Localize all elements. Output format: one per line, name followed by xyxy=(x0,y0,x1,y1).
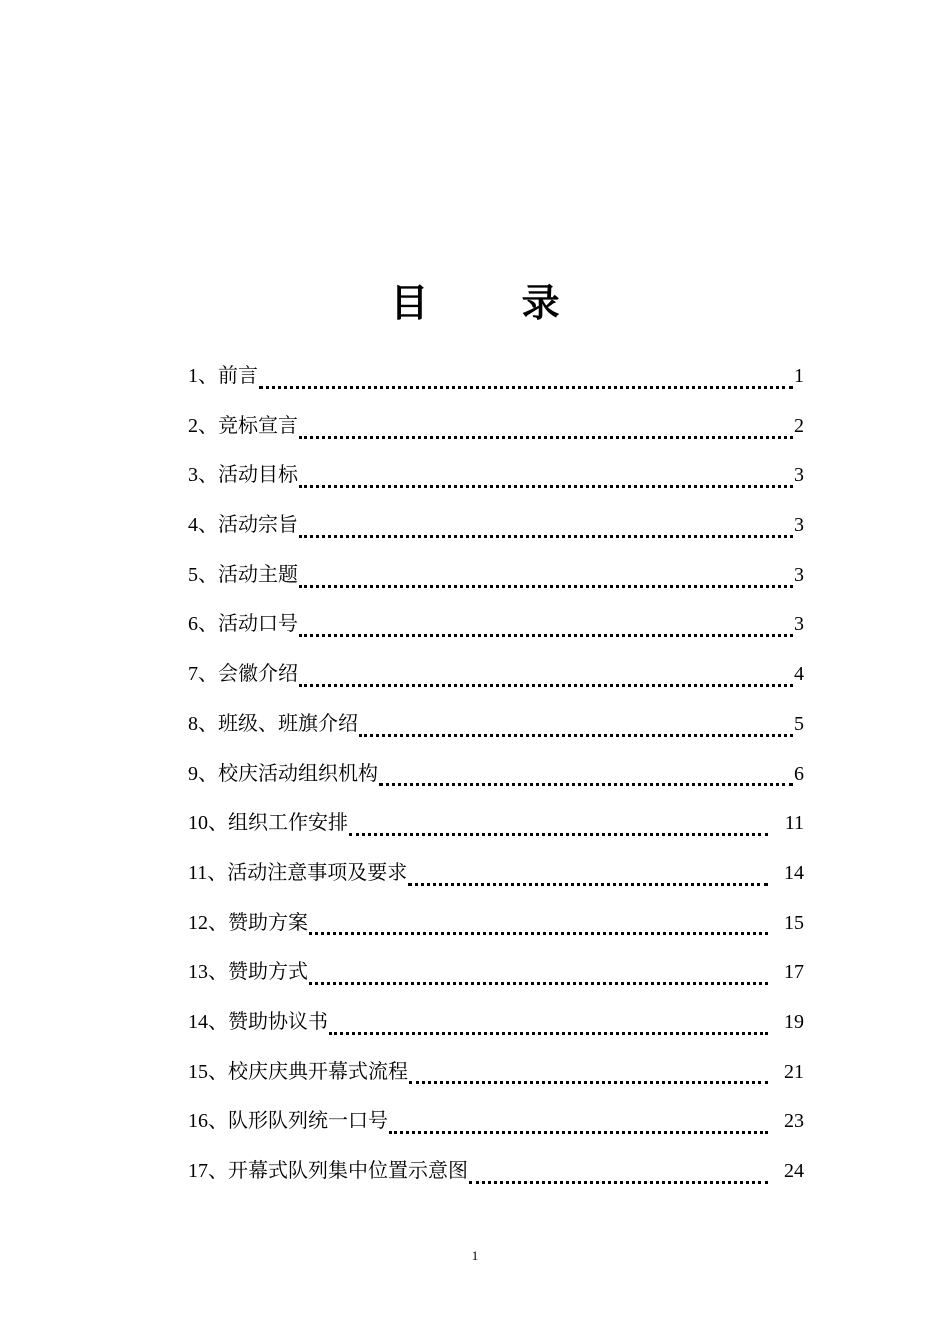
toc-entry[interactable] xyxy=(188,1004,804,1054)
toc-entry-page: 3 xyxy=(794,464,804,487)
toc-entry-label: 活动目标 xyxy=(218,462,298,487)
toc-entry-label: 班级、班旗介绍 xyxy=(218,710,358,735)
toc-entry[interactable] xyxy=(188,358,804,408)
toc-entry-number: 12、 xyxy=(188,911,228,934)
toc-entry-page: 14 xyxy=(784,861,804,884)
dot-leader xyxy=(409,1068,768,1088)
toc-entry-number: 3、 xyxy=(188,464,218,487)
toc-entry-label: 活动注意事项及要求 xyxy=(227,859,408,884)
toc-entry-number: 16、 xyxy=(188,1110,228,1133)
table-of-contents xyxy=(188,358,804,1203)
page-title: 目 录 xyxy=(390,281,600,325)
dot-leader xyxy=(299,671,793,691)
dot-leader xyxy=(309,919,768,939)
toc-entry-number: 9、 xyxy=(188,762,218,785)
dot-leader xyxy=(408,870,768,890)
dot-leader xyxy=(379,770,793,790)
toc-entry-page: 23 xyxy=(784,1110,804,1133)
toc-entry[interactable] xyxy=(188,656,804,706)
toc-entry[interactable] xyxy=(188,408,804,458)
toc-entry[interactable] xyxy=(188,1153,804,1203)
toc-entry-page: 24 xyxy=(784,1160,804,1182)
toc-entry-label: 赞助协议书 xyxy=(228,1008,328,1033)
footer-page-number: 1 xyxy=(471,1248,479,1263)
toc-entry-page: 6 xyxy=(794,762,804,785)
toc-entry-label: 活动主题 xyxy=(218,561,298,586)
toc-entry[interactable] xyxy=(188,1103,804,1153)
toc-entry-page: 19 xyxy=(784,1010,804,1033)
toc-entry-number: 13、 xyxy=(188,961,228,984)
toc-entry[interactable] xyxy=(188,954,804,1004)
toc-entry-label: 赞助方式 xyxy=(228,959,308,984)
toc-entry-page: 11 xyxy=(784,812,804,835)
toc-entry-label: 活动口号 xyxy=(218,611,298,636)
toc-entry[interactable] xyxy=(188,905,804,955)
toc-entry-page: 21 xyxy=(784,1060,804,1083)
dot-leader xyxy=(299,522,793,542)
toc-entry-label: 校庆庆典开幕式流程 xyxy=(228,1058,408,1083)
dot-leader xyxy=(359,721,793,741)
toc-entry-label: 校庆活动组织机构 xyxy=(218,760,378,785)
dot-leader xyxy=(349,820,768,840)
toc-entry-number: 4、 xyxy=(188,514,218,537)
toc-entry[interactable] xyxy=(188,706,804,756)
dot-leader xyxy=(299,472,793,492)
toc-entry-number: 6、 xyxy=(188,613,218,636)
toc-entry-page: 2 xyxy=(794,414,804,437)
toc-entry-label: 竞标宣言 xyxy=(218,412,298,437)
toc-entry-page: 4 xyxy=(794,663,804,686)
toc-entry[interactable] xyxy=(188,805,804,855)
toc-entry-number: 2、 xyxy=(188,414,218,437)
toc-entry-number: 10、 xyxy=(188,812,228,835)
toc-entry[interactable] xyxy=(188,606,804,656)
dot-leader xyxy=(389,1118,768,1138)
toc-entry-page: 3 xyxy=(794,563,804,586)
toc-entry-page: 3 xyxy=(794,514,804,537)
dot-leader xyxy=(469,1168,768,1188)
toc-entry[interactable] xyxy=(188,855,804,905)
toc-entry-label: 组织工作安排 xyxy=(228,810,348,835)
toc-entry-number: 7、 xyxy=(188,663,218,686)
toc-entry-number: 15、 xyxy=(188,1060,228,1083)
toc-entry[interactable] xyxy=(188,557,804,607)
toc-entry-number: 11、 xyxy=(188,861,228,884)
toc-entry-number: 1、 xyxy=(188,365,218,387)
toc-entry-page: 1 xyxy=(794,365,804,387)
toc-entry-label: 活动宗旨 xyxy=(218,512,298,537)
toc-entry-number: 14、 xyxy=(188,1010,228,1033)
dot-leader xyxy=(299,423,793,443)
toc-entry[interactable] xyxy=(188,507,804,557)
dot-leader xyxy=(259,373,793,393)
toc-entry-number: 8、 xyxy=(188,712,218,735)
toc-entry-label: 前言 xyxy=(218,363,258,387)
dot-leader xyxy=(309,969,768,989)
toc-entry-label: 赞助方案 xyxy=(228,909,308,934)
toc-entry-page: 15 xyxy=(784,911,804,934)
toc-entry-page: 17 xyxy=(784,961,804,984)
toc-entry-number: 17、 xyxy=(188,1160,228,1182)
toc-entry[interactable] xyxy=(188,457,804,507)
toc-entry-page: 3 xyxy=(794,613,804,636)
toc-entry-number: 5、 xyxy=(188,563,218,586)
dot-leader xyxy=(299,572,793,592)
toc-entry-label: 开幕式队列集中位置示意图 xyxy=(228,1158,468,1182)
toc-entry[interactable] xyxy=(188,1054,804,1104)
dot-leader xyxy=(329,1019,768,1039)
toc-entry[interactable] xyxy=(188,756,804,806)
toc-entry-page: 5 xyxy=(794,712,804,735)
toc-entry-label: 会徽介绍 xyxy=(218,661,298,686)
dot-leader xyxy=(299,621,793,641)
toc-entry-label: 队形队列统一口号 xyxy=(228,1108,388,1133)
